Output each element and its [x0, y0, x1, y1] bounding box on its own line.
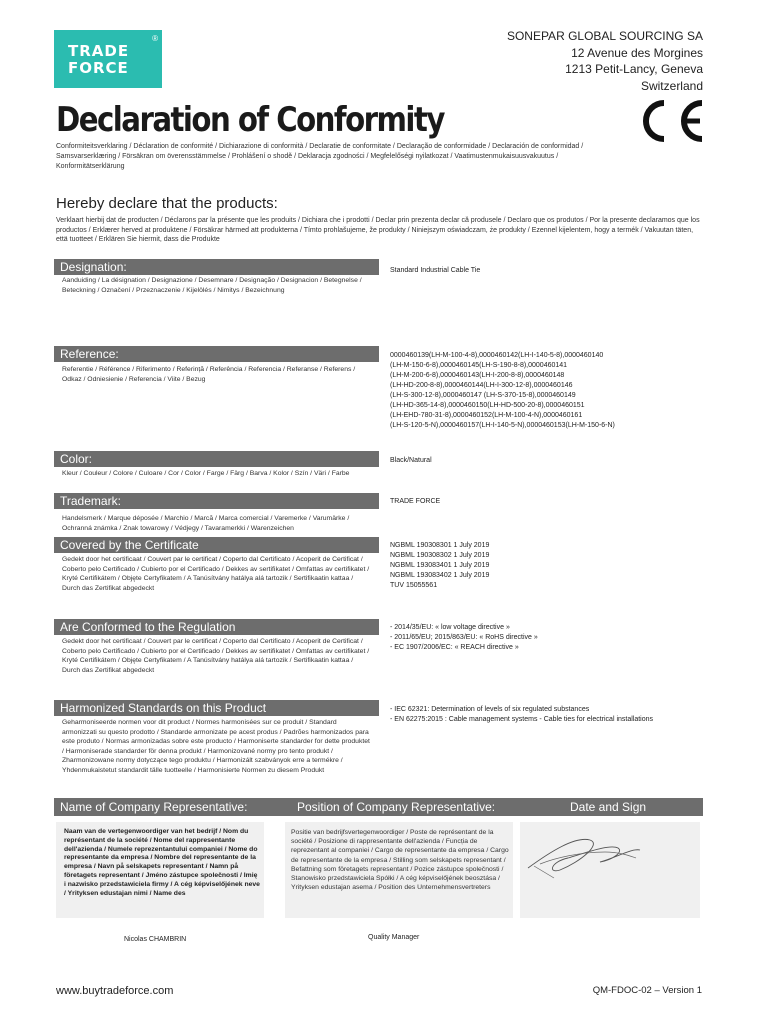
- logo-text-force: FORCE: [68, 59, 129, 77]
- hereby-heading: Hereby declare that the products:: [56, 195, 278, 212]
- registered-mark: ®: [152, 34, 158, 43]
- handwritten-signature: [520, 822, 700, 918]
- regulation-header: Are Conformed to the Regulation: [54, 619, 379, 635]
- signature-header-bar: [54, 798, 703, 816]
- certificate-values: [390, 541, 720, 591]
- address-line: Switzerland: [640, 78, 703, 93]
- page-title: Declaration of Conformity: [56, 100, 444, 140]
- reference-line: (LH-HD-200-8-8),0000460144(LH-I-300-12-8),0000460146: [390, 382, 573, 389]
- footer-website[interactable]: www.buytradeforce.com: [56, 985, 174, 997]
- regulation-line: - 2011/65/EU; 2015/863/EU: « RoHS directive »: [390, 634, 538, 641]
- harmonized-header: Harmonized Standards on this Product: [54, 700, 379, 716]
- reference-line: 0000460139(LH-M-100-4-8),0000460142(LH-I-140-5-8),0000460140: [390, 352, 604, 359]
- signature-box: [520, 822, 700, 918]
- reference-line: (LH-EHD-780-31-8),0000460152(LH-M-100-4-N),0000460161: [390, 412, 583, 419]
- reference-line: (LH-S-120-5-N),0000460157(LH-I-140-5-N),0000460153(LH-M-150-6-N): [390, 422, 615, 429]
- trademark-value: TRADE FORCE: [390, 498, 441, 505]
- regulation-line: - EC 1907/2006/EC: « REACH directive »: [390, 644, 519, 651]
- certificate-header: Covered by the Certificate: [54, 537, 379, 553]
- col-position-header: Position of Company Representative:: [297, 800, 496, 814]
- logo-text-trade: TRADE: [68, 42, 130, 60]
- regulation-values: [390, 623, 720, 653]
- designation-header: Designation:: [54, 259, 379, 275]
- company-address: [507, 28, 703, 94]
- address-line: 12 Avenue des Morgines: [571, 45, 703, 60]
- name-box: [56, 822, 264, 918]
- col-date-sign-header: Date and Sign: [570, 800, 647, 814]
- position-box-desc: Positie van bedrijfsvertegenwoordiger / Poste de représentant de la société / Posizione di rappresentante dell'azienda / Funcția de reprezentant al companiei / Cargo de representante da empresa / Cargo de representante de la empresa / Stilling som selskapets representant / Befattning som företagets representant / Pozice zástupce společnosti / Stanowisko przedstawiciela Spółki / A cég képviselőjének beosztása / Yrityksen edustajan asema / Position des Unternehmensvertreters: [291, 829, 509, 892]
- name-box-desc: Naam van de vertegenwoordiger van het bedrijf / Nom du représentant de la société / Nome del rappresentante dell'azienda / Numele reprezentantului companiei / Nome do representante da empresa / Nombre del representante de la empresa / Navn på selskapets representant / Namn på företagets representant / Jméno zástupce společnosti / Imię i nazwisko przedstawiciela firmy / A cég képviselőjének neve / Yrityksen edustajan nimi / Name des: [64, 828, 260, 897]
- harmonized-desc: Geharmoniseerde normen voor dit product / Normes harmonisées sur ce produit / Standard armonizzati su questo prodotto / Standarde armonizate pe acest produs / Padrões harmonizados para este produto / Normas armonizadas sobre este producto / Harmoniserte standarder for dette produktet / Harmoniserade standarder för denna produkt / Harmonizované normy pro tento produkt / Zharmonizowane normy dotyczące tego produktu / Harmonizált szabványok erre a termékre / Yhdenmukaistetut standardit tälle tuotteelle / Harmonisierte Normen zu diesem Produkt: [62, 719, 370, 774]
- reference-line: (LH-M-200-6-8),0000460143(LH-I-200-8-8),0000460148: [390, 372, 565, 379]
- certificate-line: NGBML 190308301 1 July 2019: [390, 542, 490, 549]
- address-line: 1213 Petit-Lancy, Geneva: [565, 62, 703, 76]
- designation-desc: Aanduiding / La désignation / Designazione / Desemnare / Designação / Designacion / Betegnelse / Beteckning / Označení / Przeznaczenie / Kijelölés / Nimitys / Bezeichnung: [62, 277, 362, 294]
- color-value: Black/Natural: [390, 457, 432, 464]
- color-header: Color:: [54, 451, 379, 467]
- regulation-line: - 2014/35/EU: « low voltage directive »: [390, 624, 510, 631]
- position-box: [285, 822, 513, 918]
- trademark-desc: Handelsmerk / Marque déposée / Marchio / Marcă / Marca comercial / Varemerke / Varumärke / Ochranná známka / Znak towarowy / Védjegy / Tavaramerkki / Warenzeichen: [62, 515, 350, 532]
- color-desc: Kleur / Couleur / Colore / Culoare / Cor / Color / Farge / Färg / Barva / Kolor / Szín / Väri / Farbe: [62, 470, 350, 477]
- reference-values: [390, 351, 720, 431]
- representative-name: Nicolas CHAMBRIN: [124, 936, 187, 943]
- harmonized-line: - EN 62275:2015 : Cable management systems - Cable ties for electrical installations: [390, 716, 654, 723]
- title-translations: Conformiteitsverklaring / Déclaration de conformité / Dichiarazione di conformità / Declaratie de conformitate / Declaração de conformidade / Declaración de conformidad / Samsvarserklæring / Försäkran om överensstämmelse / Prohlášení o shodě / Deklaracja zgodności / Megfelelőségi nyilatkozat / Vaatimustenmukaisuusvakuutus / Konformitätserklärung: [56, 143, 584, 170]
- footer-doc-id: QM-FDOC-02 – Version 1: [592, 985, 702, 996]
- certificate-line: TUV 15055561: [390, 582, 438, 589]
- designation-value: Standard Industrial Cable Tie: [390, 267, 481, 274]
- trade-force-logo: [54, 30, 162, 88]
- certificate-line: NGBML 190308302 1 July 2019: [390, 552, 490, 559]
- harmonized-line: - IEC 62321: Determination of levels of six regulated substances: [390, 706, 590, 713]
- representative-position: Quality Manager: [368, 934, 420, 941]
- reference-line: (LH-HD-365-14-8),0000460150(LH-HD-500-20-8),0000460151: [390, 402, 585, 409]
- col-name-header: Name of Company Representative:: [60, 800, 248, 814]
- harmonized-values: [390, 705, 680, 725]
- address-line: SONEPAR GLOBAL SOURCING SA: [506, 29, 703, 43]
- certificate-line: NGBML 193083401 1 July 2019: [390, 562, 490, 569]
- regulation-desc: Gedekt door het certificaat / Couvert par le certificat / Coperto dal Certificato / Acoperit de Certificat / Coberto pelo Certificado / Cubierto por el Certificado / Dekkes av sertifikatet / Omfattas av certifikatet / Kryté Certifikátem / Objęte Certyfikatem / A Tanúsítvány hatálya alá tartozik / Sertifikaatin kattaa / Durch das Zertifikat abgedeckt: [62, 638, 370, 674]
- hereby-translations: Verklaart hierbij dat de producten / Déclarons par la présente que les produits / Dichiara che i prodotti / Declar prin prezenta declar că produsele / Declaro que os produtos / Por la presente declaramos que los productos / Erklærer herved at produktene / Försäkrar härmed att produkterna / Tímto prohlašujeme, že produkty / Niniejszym oświadczam, że produkty / Ezennel kijelentem, hogy a termék / Vakuutan täten, että tuotteet / Erklären Sie hiermit, dass die Produkte: [56, 217, 700, 244]
- reference-header: Reference:: [54, 346, 379, 362]
- reference-line: (LH-M-150-6-8),0000460145(LH-S-190-8-8),0000460141: [390, 362, 568, 369]
- reference-line: (LH-S-300-12-8),0000460147 (LH-S-370-15-8),0000460149: [390, 392, 576, 399]
- ce-mark-icon: [634, 97, 706, 145]
- certificate-desc: Gedekt door het certificaat / Couvert par le certificat / Coperto dal Certificato / Acoperit de Certificat / Coberto pelo Certificado / Cubierto por el Certificado / Dekkes av sertifikatet / Omfattas av certifikatet / Kryté Certifikátem / Objęte Certyfikatem / A Tanúsítvány hatálya alá tartozik / Sertifikaatin kattaa / Durch das Zertifikat abgedeckt: [62, 556, 370, 592]
- trademark-header: Trademark:: [54, 493, 379, 509]
- reference-desc: Referentie / Référence / Riferimento / Referință / Referência / Referencia / Referanse / Referens / Odkaz / Odniesienie / Referencia / Viite / Bezug: [62, 366, 356, 383]
- certificate-line: NGBML 193083402 1 July 2019: [390, 572, 490, 579]
